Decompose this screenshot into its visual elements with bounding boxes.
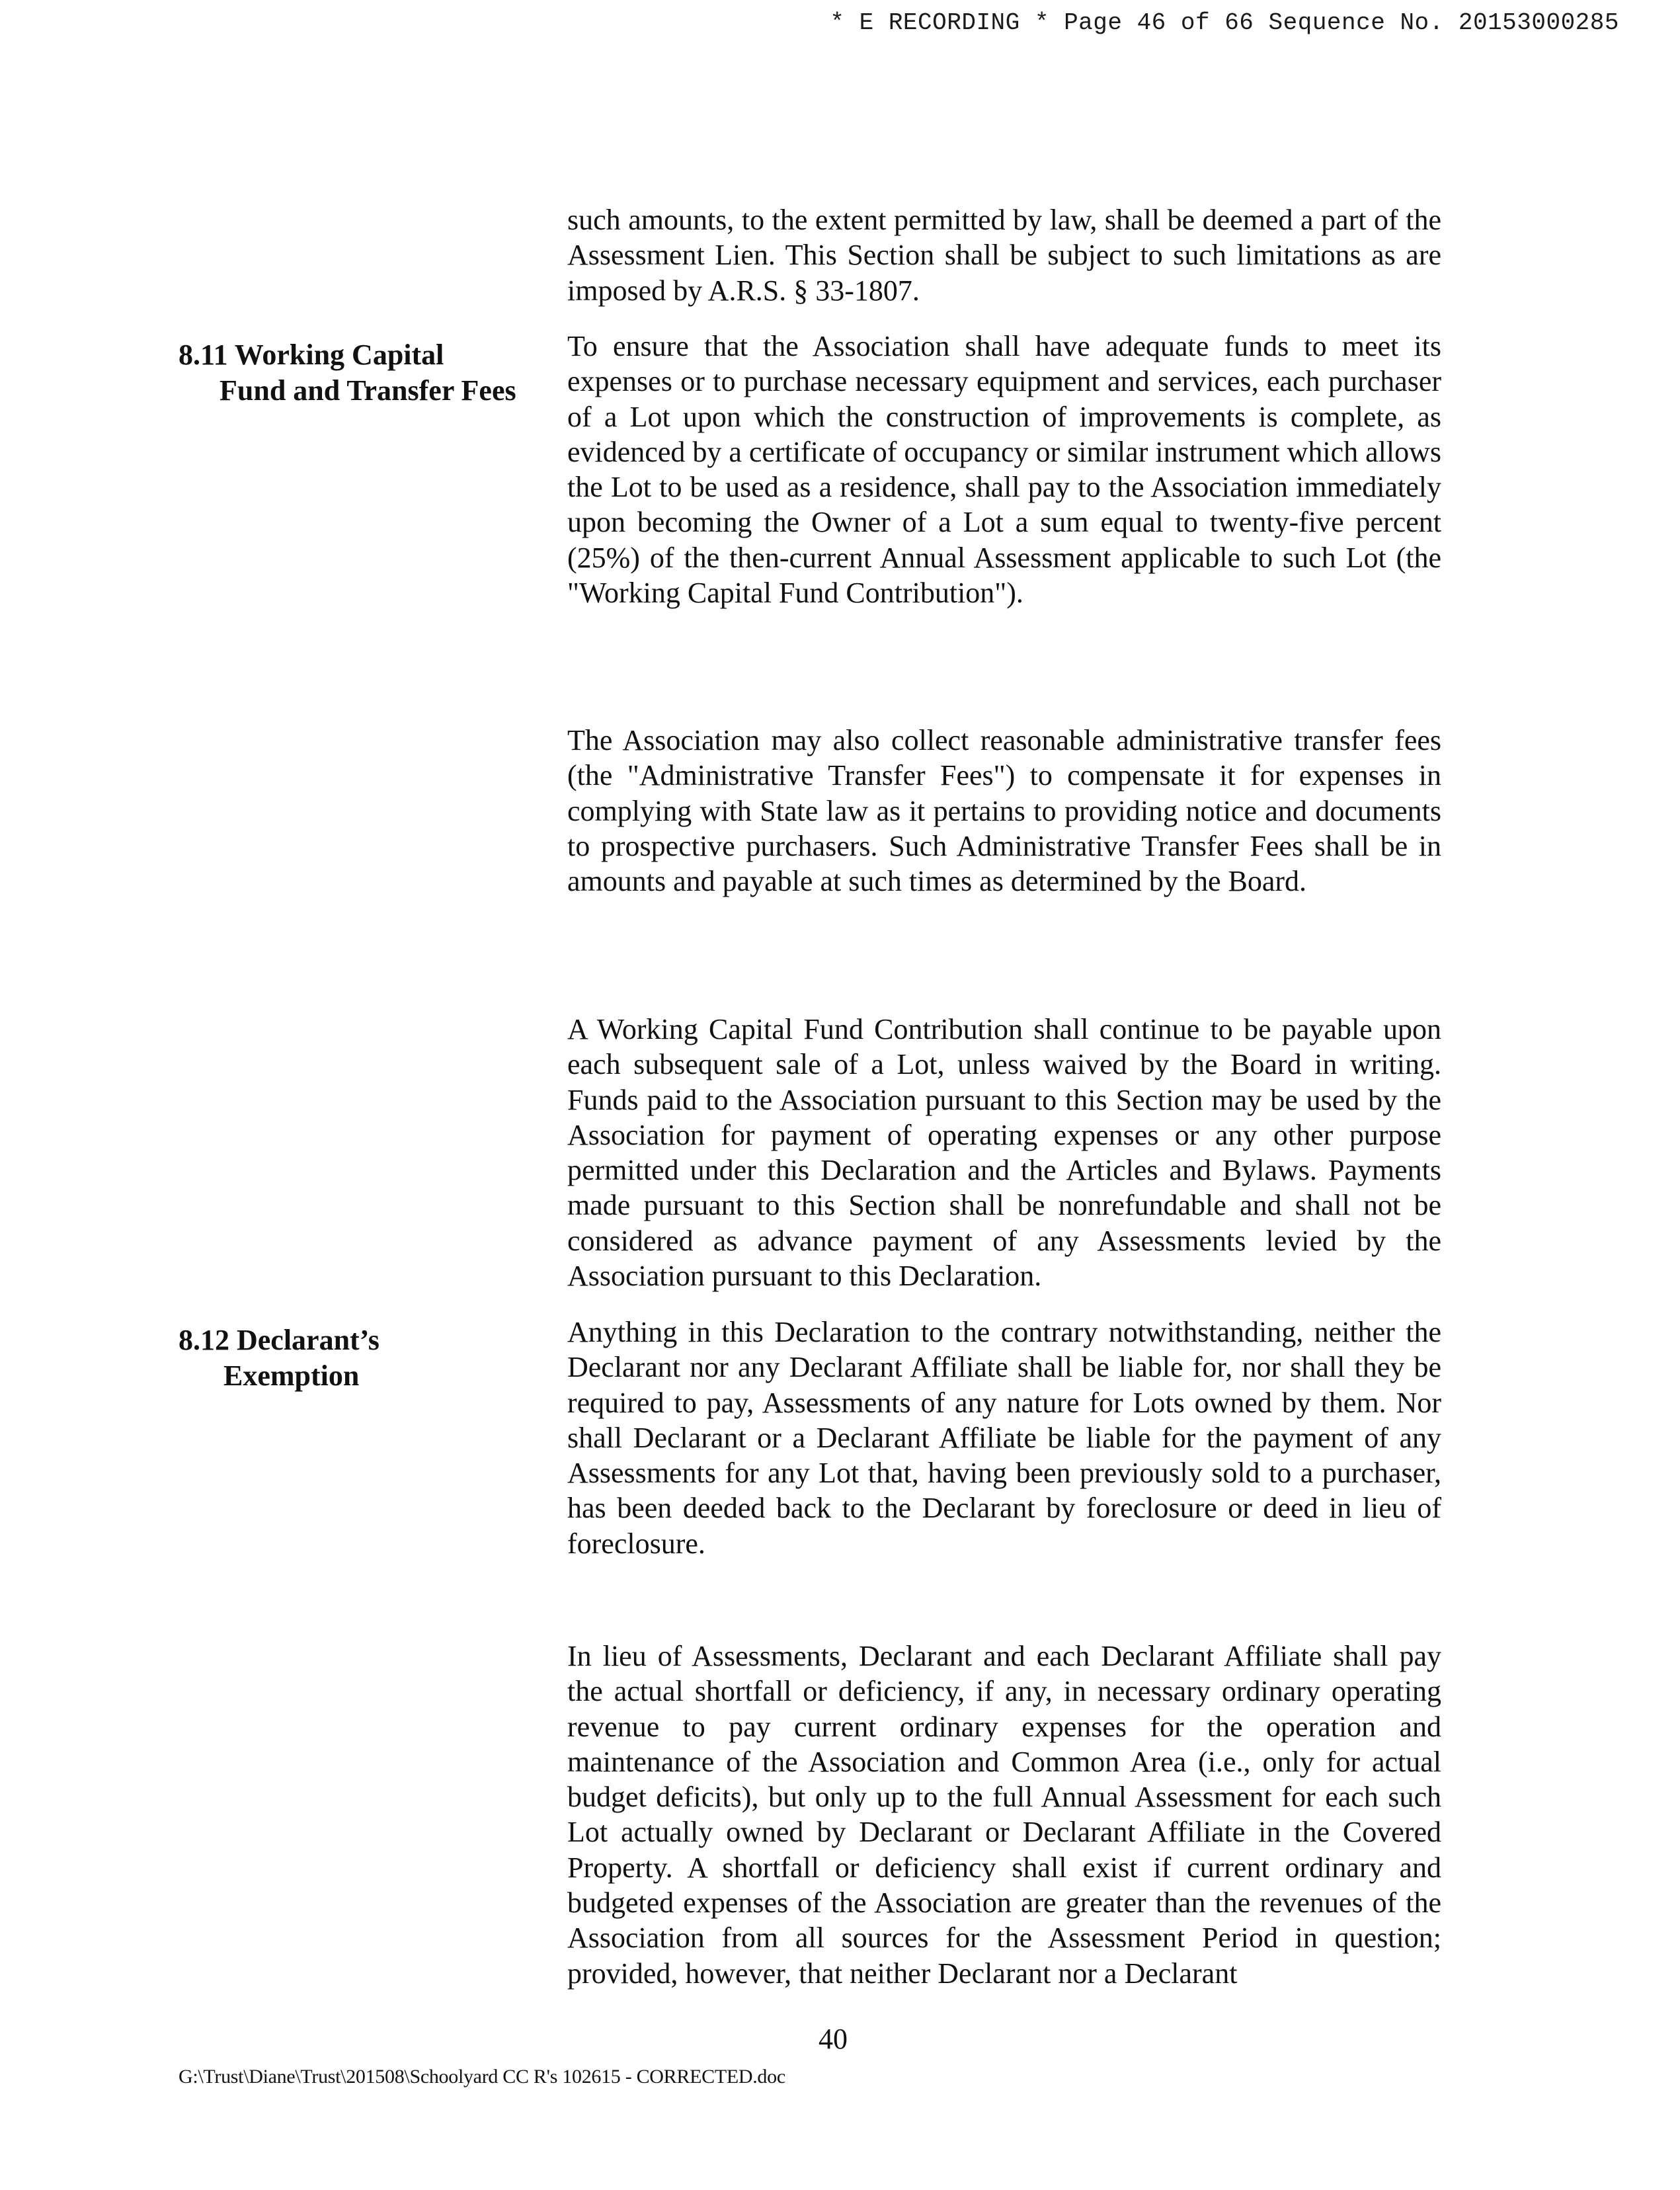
continuation-paragraph: such amounts, to the extent permitted by law, shall be deemed a part of the Assessment Lien. This Section shall be subject to such limitations as are imposed by A.R.S. § 33-1807.: [567, 204, 1441, 307]
section-8-12-title-line1: 8.12 Declarant’s: [179, 1324, 380, 1356]
section-8-11-paragraph-2: The Association may also collect reasonable administrative transfer fees (the "Administrative Transfer Fees") to compensate it for expenses in complying with State law as it pertains to providing notice and documents to prospective purchasers. Such Administrative Transfer Fees shall be in amounts and payable at such times as determined by the Board.: [567, 724, 1441, 898]
section-8-12-paragraph-1: Anything in this Declaration to the contrary notwithstanding, neither the Declarant nor any Declarant Affiliate shall be liable for, nor shall they be required to pay, Assessments of any nature for Lots owned by them. Nor shall Declarant or a Declarant Affiliate be liable for the payment of any Assessments for any Lot that, having been previously sold to a purchaser, has been deeded back to the Declarant by foreclosure or deed in lieu of foreclosure.: [567, 1316, 1441, 1560]
section-8-12-title: [179, 1322, 549, 1394]
section-8-11-title-line2: Fund and Transfer Fees: [220, 374, 516, 407]
section-8-12-title-line2: Exemption: [223, 1359, 360, 1392]
section-8-11-paragraph-1: To ensure that the Association shall have adequate funds to meet its expenses or to purchase necessary equipment and services, each purchaser of a Lot upon which the construction of improvements is complete, as evidenced by a certificate of occupancy or similar instrument which allows the Lot to be used as a residence, shall pay to the Association immediately upon becoming the Owner of a Lot a sum equal to twenty-five percent (25%) of the then-current Annual Assessment applicable to such Lot (the "Working Capital Fund Contribution").: [567, 330, 1441, 610]
footer-file-path: G:\Trust\Diane\Trust\201508\Schoolyard CC R's 102615 - CORRECTED.doc: [179, 2066, 785, 2088]
section-8-11-title: [179, 337, 549, 409]
section-8-11-title-line1: 8.11 Working Capital: [179, 339, 444, 371]
section-8-12-paragraph-2: In lieu of Assessments, Declarant and each Declarant Affiliate shall pay the actual shortfall or deficiency, if any, in necessary ordinary operating revenue to pay current ordinary expenses for the operation and maintenance of the Association and Common Area (i.e., only for actual budget deficits), but only up to the full Annual Assessment for each such Lot actually owned by Declarant or Declarant Affiliate in the Covered Property. A shortfall or deficiency shall exist if current ordinary and budgeted expenses of the Association are greater than the revenues of the Association from all sources for the Assessment Period in question; provided, however, that neither Declarant nor a Declarant: [567, 1640, 1441, 1990]
recording-header: * E RECORDING * Page 46 of 66 Sequence No. 20153000285: [830, 9, 1619, 36]
section-8-11-paragraph-3: A Working Capital Fund Contribution shall continue to be payable upon each subsequent sale of a Lot, unless waived by the Board in writing. Funds paid to the Association pursuant to this Section may be used by the Association for payment of operating expenses or any other purpose permitted under this Declaration and the Articles and Bylaws. Payments made pursuant to this Section shall be nonrefundable and shall not be considered as advance payment of any Assessments levied by the Association pursuant to this Declaration.: [567, 1013, 1441, 1293]
page-number: 40: [819, 2023, 848, 2055]
